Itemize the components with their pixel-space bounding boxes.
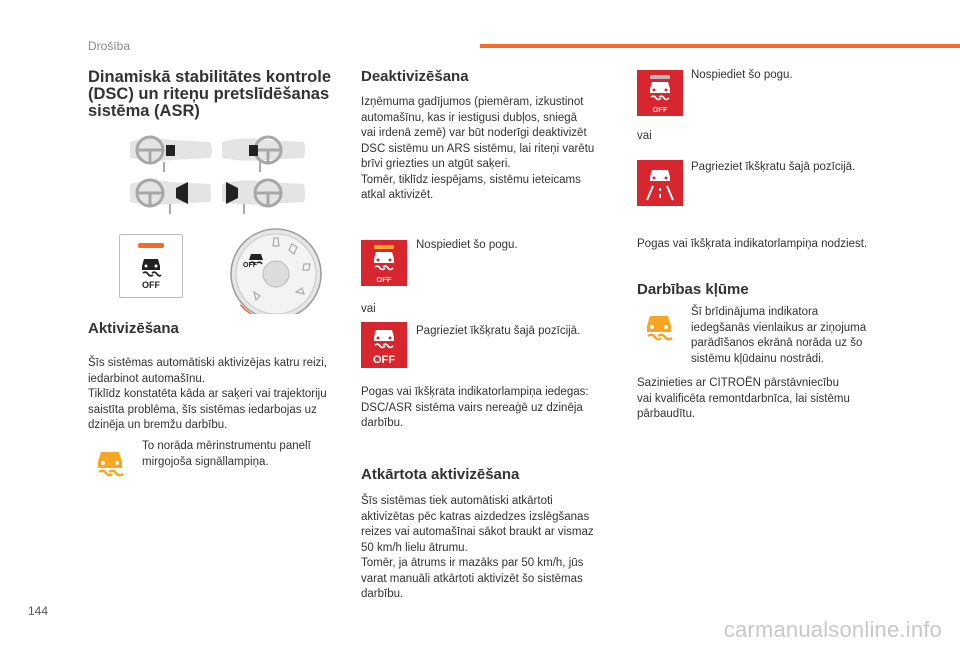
icon-off-text: OFF xyxy=(652,105,668,114)
text-line: mirgojoša signāllampiņa. xyxy=(142,455,269,468)
text-line: To norāda mērinstrumentu panelī xyxy=(142,440,311,452)
or-text: vai xyxy=(361,303,376,315)
text-line: Tiklīdz konstatēta kāda ar saķeri vai trajektoriju xyxy=(88,388,327,400)
page-number: 144 xyxy=(28,604,49,618)
reactivation-heading: Atkārtota aktivizēšana xyxy=(361,466,520,483)
steering-wheel-variant-4 xyxy=(222,180,305,214)
activation-indicator-note xyxy=(142,439,342,470)
turn-thumbwheel-text: Pagrieziet īkšķratu šajā pozīcijā. xyxy=(416,325,581,337)
esc-warning-lamp-icon xyxy=(92,448,128,484)
road-mode-red-icon xyxy=(637,160,683,206)
page-title: Dinamiskā stabilitātes kontrole (DSC) un riteņu pretslīdēšanas sistēma (ASR) xyxy=(88,68,331,120)
text-line: darbību. xyxy=(361,417,404,429)
text-line: DSC/ASR sistēma vairs nereaģē uz dzinēja xyxy=(361,401,583,414)
contact-paragraph xyxy=(637,376,897,423)
icon-off-text: OFF xyxy=(376,275,392,284)
text-line: automašīnu, kas ir iestigusi dubļos, sniegā xyxy=(361,111,578,124)
reactivation-result-text: Pogas vai īkšķrata indikatorlampiņa nodziest. xyxy=(637,238,868,250)
deactivation-heading: Deaktivizēšana xyxy=(361,68,469,85)
steering-wheel-diagram xyxy=(128,128,306,214)
text-line: reizes vai automašīnai sākot braukt ar vismaz xyxy=(361,526,594,538)
button-indicator-lamp xyxy=(138,243,164,248)
malfunction-heading: Darbības kļūme xyxy=(637,281,749,298)
text-line: Tomēr, tiklīdz iespējams, sistēmu ieteicams xyxy=(361,173,581,186)
text-line: vai kvalificēta remontdarbnīca, lai sistēmu xyxy=(637,392,850,405)
steering-wheel-variant-3 xyxy=(130,180,211,214)
text-line: atkal aktivizēt. xyxy=(361,189,434,201)
text-line: Sazinieties ar CITROËN pārstāvniecību xyxy=(637,377,839,389)
text-line: sistēmu kļūdainu nostrādi. xyxy=(691,352,824,365)
steering-wheel-variant-1 xyxy=(130,137,212,172)
traction-mode-thumbwheel[interactable] xyxy=(226,226,328,314)
text-line: brīvi griezties un atgūt saķeri. xyxy=(361,158,511,170)
reactivation-paragraph xyxy=(361,494,611,603)
malfunction-note xyxy=(691,305,896,367)
text-line: 50 km/h lielu ātrumu. xyxy=(361,541,468,554)
text-line: dzinēja un bremžu darbību. xyxy=(88,419,228,431)
text-line: iedarbinot automašīnu. xyxy=(88,372,205,385)
icon-off-text: OFF xyxy=(373,354,395,366)
activation-paragraph xyxy=(88,356,343,434)
header-accent-bar xyxy=(480,44,960,48)
press-button-text: Nospiediet šo pogu. xyxy=(691,69,793,81)
text-line: Tomēr, ja ātrums ir mazāks par 50 km/h, jūs xyxy=(361,557,584,569)
press-button-text: Nospiediet šo pogu. xyxy=(416,239,518,251)
skidding-car-icon xyxy=(139,255,163,279)
text-line: Šīs sistēmas tiek automātiski atkārtoti xyxy=(361,495,553,507)
text-line: vai irdenā zemē) var būt noderīgi deaktivizēt xyxy=(361,127,587,139)
steering-wheel-variant-2 xyxy=(222,137,305,172)
button-off-label: OFF xyxy=(142,280,160,290)
text-line: Pogas vai īkšķrata indikatorlampiņa iedegas: xyxy=(361,386,589,398)
watermark: carmanualsonline.info xyxy=(723,617,942,642)
text-line: parādīšanos ekrānā norāda uz šo xyxy=(691,337,863,349)
text-line: varat manuāli atkārtoti aktivizēt šo sistēmas xyxy=(361,572,583,585)
thumbwheel-off-red-icon xyxy=(361,322,407,368)
text-line: aktivizētas pēc katras aizdedzes izslēgšanas xyxy=(361,510,590,523)
or-text: vai xyxy=(637,130,652,142)
text-line: Izņēmuma gadījumos (piemēram, izkustinot xyxy=(361,96,584,108)
text-line: Šīs sistēmas automātiski aktivizējas katru reizi, xyxy=(88,357,328,369)
text-line: darbību. xyxy=(361,588,404,600)
activation-heading: Aktivizēšana xyxy=(88,320,179,337)
text-line: saistīta problēma, šīs sistēmas iedarbojas uz xyxy=(88,403,317,416)
text-line: pārbaudītu. xyxy=(637,408,696,420)
dsc-off-button[interactable] xyxy=(119,234,183,298)
dial-off-label: OFF xyxy=(243,262,257,269)
section-label: Drošība xyxy=(88,39,131,53)
deactivation-paragraph xyxy=(361,95,611,204)
esc-warning-lamp-icon xyxy=(641,312,677,348)
turn-thumbwheel-text: Pagrieziet īkšķratu šajā pozīcijā. xyxy=(691,161,856,173)
dsc-off-button-red-icon xyxy=(637,70,683,116)
text-line: Šī brīdinājuma indikatora xyxy=(691,306,819,318)
dsc-off-button-red-icon xyxy=(361,240,407,286)
deactivation-result-paragraph xyxy=(361,385,611,432)
text-line: DSC sistēmu un ARS sistēmu, lai riteņi varētu xyxy=(361,142,595,155)
text-line: iedegšanās vienlaikus ar ziņojuma xyxy=(691,321,867,334)
